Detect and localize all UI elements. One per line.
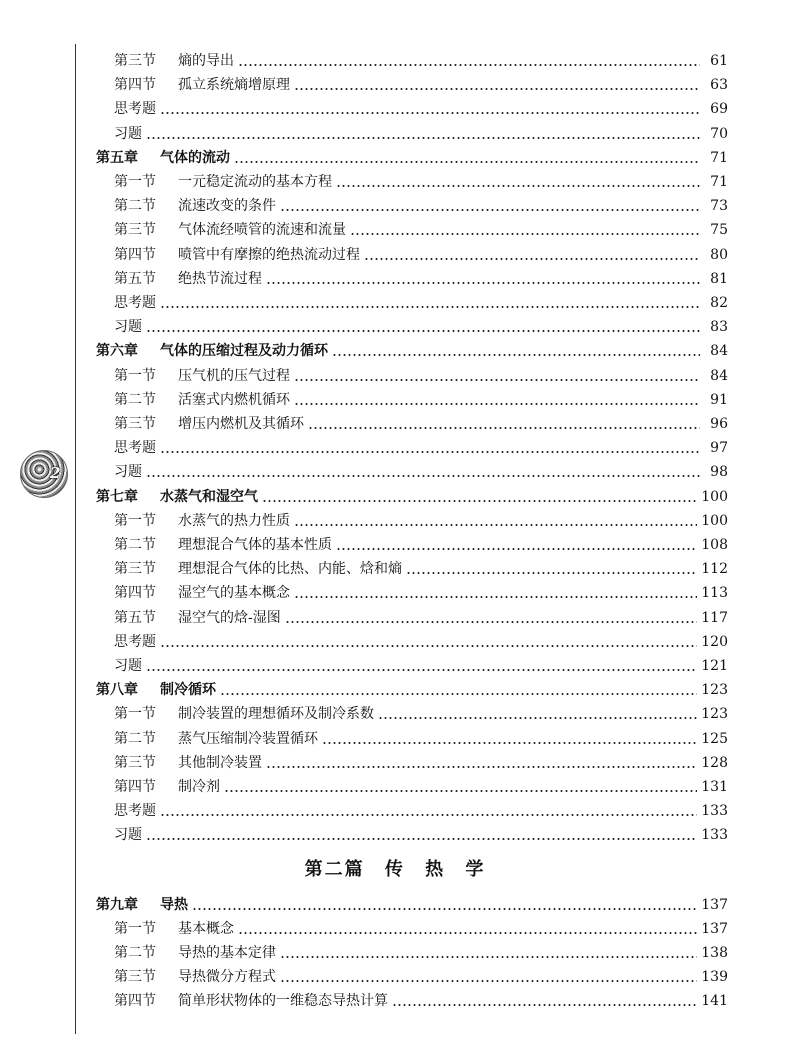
toc-entry-label [114, 918, 234, 940]
section-title: 思考题 [114, 295, 156, 311]
dot-leader [160, 804, 697, 818]
toc-entry-label [96, 340, 328, 362]
section-title: 制冷剂 [178, 779, 220, 795]
page-ref: 97 [710, 440, 728, 457]
section-number: 第四节 [114, 585, 156, 602]
dot-leader [308, 417, 700, 431]
section-number: 第一节 [114, 921, 156, 937]
page-ref: 100 [701, 512, 728, 529]
dot-leader [266, 756, 697, 770]
part-title-label: 第二篇 [304, 859, 365, 880]
toc-entry-label [114, 703, 374, 725]
section-number: 第三节 [114, 561, 156, 578]
chapter-title: 气体的压缩过程及动力循环 [160, 343, 328, 360]
toc-entry-label [114, 655, 142, 677]
dot-leader [160, 296, 700, 310]
toc-entry-label [114, 607, 281, 629]
page-ref: 98 [710, 464, 728, 481]
toc-section-row[interactable] [114, 607, 728, 629]
dot-leader [146, 465, 700, 479]
section-title: 习题 [114, 658, 142, 674]
toc-section-row[interactable] [114, 365, 728, 387]
section-number: 第三节 [114, 222, 156, 239]
section-number: 第二节 [114, 391, 156, 408]
chapter-title: 水蒸气和湿空气 [160, 488, 258, 505]
toc-section-row[interactable] [114, 389, 728, 411]
page-ref: 125 [701, 730, 728, 747]
toc-entry-label [114, 292, 156, 314]
section-number: 第一节 [114, 174, 156, 190]
page-ref: 82 [710, 295, 728, 311]
page-ref: 84 [710, 367, 728, 384]
section-number: 第一节 [114, 706, 156, 723]
chapter-number: 第八章 [96, 682, 138, 699]
page-ref: 133 [701, 827, 728, 844]
section-title: 增压内燃机及其循环 [178, 416, 304, 432]
chapter-number: 第九章 [96, 897, 138, 913]
toc-entry-label [114, 389, 290, 411]
section-title: 思考题 [114, 440, 156, 457]
dot-leader [294, 78, 700, 92]
toc-chapter-row[interactable] [96, 340, 728, 362]
page-ref: 96 [710, 416, 728, 432]
section-title: 活塞式内燃机循环 [178, 391, 290, 408]
page-ref: 69 [710, 101, 728, 118]
section-number: 第二节 [114, 198, 156, 215]
section-title: 喷管中有摩擦的绝热流动过程 [178, 246, 360, 263]
toc-section-row[interactable] [114, 292, 728, 314]
part-title [0, 855, 790, 881]
toc-section-row[interactable] [114, 74, 728, 96]
toc-section-row[interactable] [114, 195, 728, 217]
dot-leader [294, 514, 697, 528]
section-title: 简单形状物体的一维稳态导热计算 [178, 993, 388, 1009]
dot-leader [280, 946, 697, 960]
page-ref: 71 [710, 174, 728, 190]
chapter-title: 制冷循环 [160, 682, 216, 699]
toc-section-row[interactable] [114, 631, 728, 653]
section-number: 第一节 [114, 512, 156, 529]
section-title: 水蒸气的热力性质 [178, 512, 290, 529]
page-ref: 113 [701, 585, 728, 602]
dot-leader [322, 732, 697, 746]
toc-entry-label [114, 219, 346, 241]
toc-entry-label [114, 365, 290, 387]
toc-chapter-row[interactable] [96, 486, 728, 508]
dot-leader [160, 635, 697, 649]
toc-section-row[interactable] [114, 171, 728, 193]
page-ref: 121 [701, 658, 728, 674]
toc-section-row[interactable] [114, 461, 728, 483]
toc-section-row[interactable] [114, 316, 728, 338]
section-number: 第五节 [114, 609, 156, 626]
toc-section-row[interactable] [114, 752, 728, 774]
section-title: 湿空气的基本概念 [178, 585, 290, 602]
toc-section-row[interactable] [114, 703, 728, 725]
toc-entry-label [114, 631, 156, 653]
section-number: 第五节 [114, 270, 156, 287]
page-ref: 117 [701, 609, 728, 626]
page-ref: 131 [701, 779, 728, 795]
toc-entry-label [114, 74, 290, 96]
page-ref: 123 [701, 706, 728, 723]
toc-section-row[interactable] [114, 244, 728, 266]
toc-entry-label [114, 413, 304, 435]
toc-section-row[interactable] [114, 219, 728, 241]
chapter-number: 第七章 [96, 488, 138, 505]
section-number: 第四节 [114, 993, 156, 1009]
toc-section-row[interactable] [114, 966, 728, 988]
section-title: 导热微分方程式 [178, 969, 276, 985]
toc-entry-label [114, 510, 290, 532]
toc-section-row[interactable] [114, 582, 728, 604]
dot-leader [406, 562, 697, 576]
page-ref: 84 [710, 343, 728, 360]
section-number: 第三节 [114, 416, 156, 432]
section-title: 思考题 [114, 803, 156, 820]
section-title: 思考题 [114, 633, 156, 650]
section-title: 习题 [114, 125, 142, 142]
section-number: 第一节 [114, 367, 156, 384]
dot-leader [332, 344, 700, 358]
section-title: 熵的导出 [178, 53, 234, 69]
toc-section-row[interactable] [114, 824, 728, 846]
toc-entry-label [114, 966, 276, 988]
dot-leader [336, 538, 697, 552]
toc-entry-label [114, 50, 234, 72]
section-title: 孤立系统熵增原理 [178, 77, 290, 94]
part-title-char-3: 学 [465, 859, 486, 880]
chapter-title: 导热 [160, 897, 188, 913]
section-title: 湿空气的焓-湿图 [178, 609, 281, 626]
dot-leader [146, 127, 700, 141]
toc-entry-label [114, 558, 402, 580]
toc-entry-label [114, 534, 332, 556]
toc-entry-label [114, 800, 156, 822]
dot-leader [285, 611, 698, 625]
dot-leader [266, 272, 700, 286]
toc-section-row[interactable] [114, 728, 728, 750]
section-title: 导热的基本定律 [178, 945, 276, 961]
dot-leader [392, 994, 697, 1008]
dot-leader [294, 369, 700, 383]
toc-entry-label [114, 990, 388, 1012]
toc-section-row[interactable] [114, 50, 728, 72]
toc-entry-label [114, 98, 156, 120]
toc-entry-label [96, 679, 216, 701]
page-ref: 75 [710, 222, 728, 239]
toc-section-row[interactable] [114, 413, 728, 435]
page-ref: 73 [710, 198, 728, 215]
section-title: 基本概念 [178, 921, 234, 937]
toc-section-row[interactable] [114, 800, 728, 822]
part-title-char-1: 传 [384, 859, 405, 880]
toc-chapter-row[interactable] [96, 679, 728, 701]
section-number: 第二节 [114, 537, 156, 553]
dot-leader [192, 898, 697, 912]
toc-section-row[interactable] [114, 655, 728, 677]
section-number: 第三节 [114, 969, 156, 985]
section-title: 其他制冷装置 [178, 754, 262, 771]
page-ref: 128 [701, 754, 728, 771]
dot-leader [234, 151, 700, 165]
dot-leader [146, 828, 697, 842]
toc-entry-label [114, 942, 276, 964]
page-ref: 71 [710, 149, 728, 166]
section-number: 第四节 [114, 246, 156, 263]
page-ref: 91 [710, 391, 728, 408]
chapter-number: 第五章 [96, 149, 138, 166]
toc-section-row[interactable] [114, 918, 728, 940]
part-title-char-2: 热 [425, 859, 446, 880]
page-ref: 100 [701, 488, 728, 505]
page-ref: 108 [701, 537, 728, 553]
toc-entry-label [114, 752, 262, 774]
section-title: 压气机的压气过程 [178, 367, 290, 384]
dot-leader [350, 223, 700, 237]
section-number: 第二节 [114, 945, 156, 961]
dot-leader [224, 780, 697, 794]
toc-entry-label [114, 437, 156, 459]
dot-leader [146, 320, 700, 334]
toc-section-row[interactable] [114, 942, 728, 964]
toc-chapter-row[interactable] [96, 894, 728, 916]
page-ref: 123 [701, 682, 728, 699]
toc-section-row[interactable] [114, 268, 728, 290]
dot-leader [262, 490, 697, 504]
dot-leader [146, 659, 697, 673]
section-number: 第三节 [114, 53, 156, 69]
page-ref: 70 [710, 125, 728, 142]
toc-entry-label [114, 461, 142, 483]
toc-section-row[interactable] [114, 437, 728, 459]
toc-section-row[interactable] [114, 98, 728, 120]
section-title: 习题 [114, 464, 142, 481]
toc-entry-label [114, 824, 142, 846]
page-ref: 141 [701, 993, 728, 1009]
page-ref: 137 [701, 897, 728, 913]
dot-leader [294, 393, 700, 407]
dot-leader [160, 441, 700, 455]
dot-leader [220, 683, 697, 697]
toc-section-row[interactable] [114, 558, 728, 580]
dot-leader [336, 175, 700, 189]
toc-entry-label [96, 486, 258, 508]
toc-section-row[interactable] [114, 510, 728, 532]
section-title: 流速改变的条件 [178, 198, 276, 215]
page-ref: 133 [701, 803, 728, 820]
toc-entry-label [114, 316, 142, 338]
chapter-number: 第六章 [96, 343, 138, 360]
toc-entry-label [114, 728, 318, 750]
dot-leader [238, 54, 700, 68]
dot-leader [280, 199, 700, 213]
page-ref: 83 [710, 319, 728, 336]
section-title: 一元稳定流动的基本方程 [178, 174, 332, 190]
section-title: 思考题 [114, 101, 156, 118]
page-ref: 138 [701, 945, 728, 961]
toc-entry-label [114, 123, 142, 145]
toc-entry-label [114, 195, 276, 217]
section-number: 第四节 [114, 77, 156, 94]
dot-leader [160, 102, 700, 116]
section-title: 习题 [114, 827, 142, 844]
toc-section-row[interactable] [114, 990, 728, 1012]
page-ref: 81 [710, 270, 728, 287]
chapter-title: 气体的流动 [160, 149, 230, 166]
toc-entry-label [114, 582, 290, 604]
page-ref: 139 [701, 969, 728, 985]
dot-leader [294, 586, 697, 600]
margin-rule [75, 44, 76, 1034]
section-title: 蒸气压缩制冷装置循环 [178, 730, 318, 747]
toc-chapter-row[interactable] [96, 147, 728, 169]
section-title: 绝热节流过程 [178, 270, 262, 287]
page-ref: 63 [710, 77, 728, 94]
dot-leader [238, 922, 697, 936]
section-title: 理想混合气体的基本性质 [178, 537, 332, 553]
section-title: 制冷装置的理想循环及制冷系数 [178, 706, 374, 723]
page-ref: 120 [701, 633, 728, 650]
section-number: 第三节 [114, 754, 156, 771]
page-ref: 80 [710, 246, 728, 263]
dot-leader [364, 248, 700, 262]
page-number-badge [20, 450, 70, 500]
toc-entry-label [114, 244, 360, 266]
toc-section-row[interactable] [114, 776, 728, 798]
dot-leader [378, 707, 697, 721]
toc-entry-label [96, 147, 230, 169]
section-title: 气体流经喷管的流速和流量 [178, 222, 346, 239]
page-ref: 137 [701, 921, 728, 937]
decorative-ball-icon [20, 450, 68, 498]
toc-section-row[interactable] [114, 534, 728, 556]
section-number: 第四节 [114, 779, 156, 795]
page-ref: 112 [701, 561, 728, 578]
page-ref: 61 [710, 53, 728, 69]
section-title: 习题 [114, 319, 142, 336]
page-number: 2 [50, 464, 61, 482]
toc-entry-label [114, 268, 262, 290]
toc-entry-label [96, 894, 188, 916]
dot-leader [280, 970, 697, 984]
toc-section-row[interactable] [114, 123, 728, 145]
section-number: 第二节 [114, 730, 156, 747]
section-title: 理想混合气体的比热、内能、焓和熵 [178, 561, 402, 578]
toc-entry-label [114, 776, 220, 798]
toc-entry-label [114, 171, 332, 193]
